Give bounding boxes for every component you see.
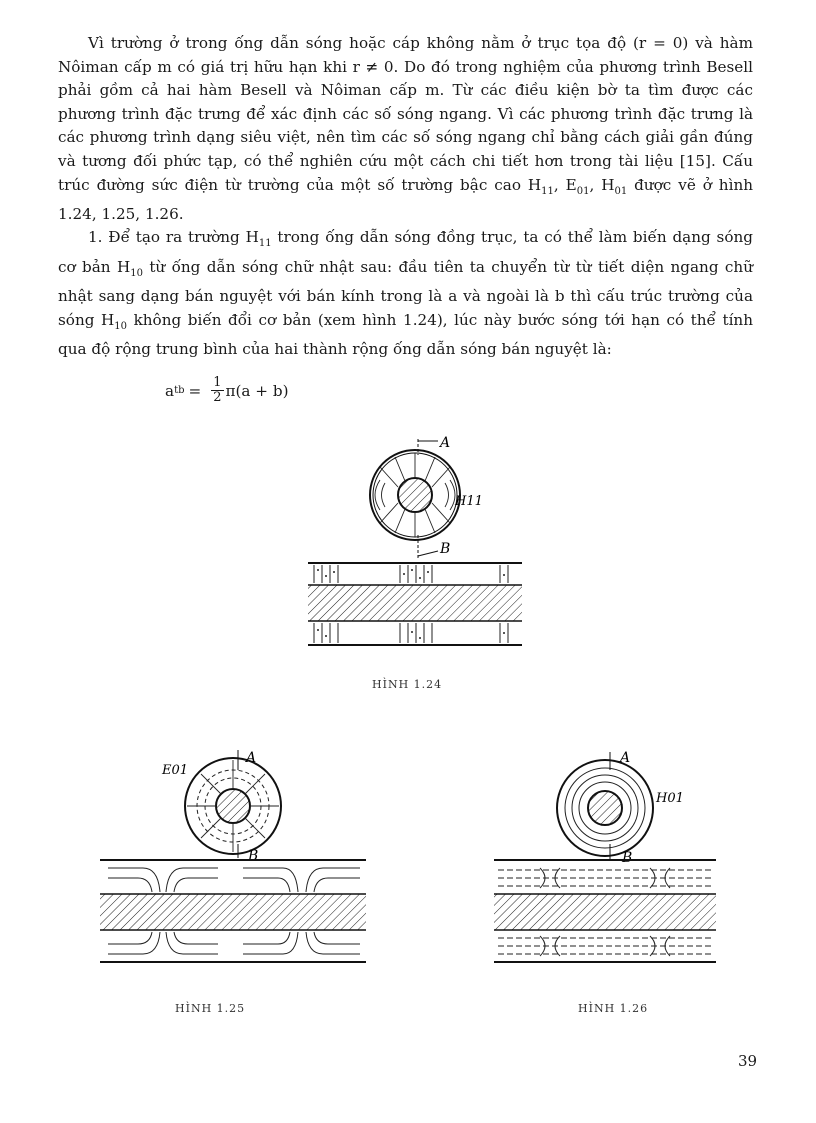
label-mode-h01: H01 [656,791,684,806]
paragraph-2-mid: trong ống dẫn sóng đồng trục, ta có thể làm biến dạng sóng cơ bản [58,228,753,276]
page-number: 39 [738,1052,758,1070]
symbol-e01: E [565,175,577,194]
h01-longitudinal-section [494,860,716,962]
caption-1-26: HÌNH 1.26 [578,1002,649,1015]
symbol-e01-sub: 01 [576,185,590,197]
caption-1-24: HÌNH 1.24 [372,678,443,691]
symbol-h01-sub: 01 [614,185,628,197]
separator: , [589,175,602,194]
symbol-h10: H [101,310,115,329]
paragraph-2-mid2: từ ống dẫn sóng chữ nhật sau: đầu tiên ta chuyển từ từ tiết diện ngang chữ nhật sang dạng bán nguyệt với bán kính trong là a và ngoài là b thì cấu trúc trường của sóng [58,257,753,329]
paragraph-2-start: 1. Để tạo ra trường [88,228,246,246]
paragraph-1-text: Vì trường ở trong ống dẫn sóng hoặc cáp không nằm ở trục tọa độ (r = 0) và hàm Nôiman cấp m có giá trị hữu hạn khi r ≠ 0. Do đó trong nghiệm của phương trình Besell phải gồm cả hai hàm Besell và Nôiman cấp m. Từ các điều kiện bờ ta tìm được các phương trình đặc trưng để xác định các số sóng ngang. Vì các phương trình đặc trưng là các phương trình dạng siêu việt, nên tìm các số sóng ngang chỉ bằng cách giải gần đúng và tương đối phức tạp, có thể nghiên cứu một cách chi tiết hơn trong tài liệu [15]. Cấu trúc đường sức điện từ trường của một số trường bậc cao [58,34,753,194]
symbol-h10-sub: 10 [114,320,127,332]
e01-cross-section [185,750,281,858]
label-b: B [622,850,633,866]
label-mode-h11: H11 [455,494,483,509]
formula-fraction [211,376,223,405]
symbol-h11-sub: 11 [541,185,554,197]
formula-equals: = [188,381,202,400]
paragraph-2-end: không biến đổi cơ bản (xem hình 1.24), lúc này bước sóng tới hạn có thể tính qua độ rộng trung bình của hai thành rộng ống dẫn sóng bán nguyệt là: [58,310,753,359]
label-b: B [440,541,451,557]
formula-numerator: 1 [213,375,222,390]
h11-longitudinal-section [308,563,522,645]
symbol-h11-sub: 11 [258,238,272,250]
figure-1-26 [490,748,720,973]
formula-lhs-sub: tb [174,385,185,396]
symbol-h11: H [245,228,259,246]
paragraph-2 [58,226,753,362]
e01-longitudinal-section [100,860,366,962]
formula-rhs: π(a + b) [225,381,289,400]
formula-lhs: a [165,381,175,400]
separator: , [553,175,566,194]
h01-cross-section [557,752,653,860]
label-mode-e01: E01 [162,763,189,778]
label-a: A [620,750,631,766]
label-b: B [248,848,259,864]
caption-1-25: HÌNH 1.25 [175,1002,246,1015]
paragraph-1 [58,32,753,227]
formula-denominator: 2 [213,390,222,405]
formula-atb [165,376,289,405]
symbol-h10: H [116,257,131,276]
figure-1-24 [300,435,530,660]
figure-1-25 [98,748,368,978]
symbol-h01: H [601,175,615,194]
paragraph-1-end: được vẽ ở hình 1.24, 1.25, 1.26. [58,175,754,224]
label-a: A [440,435,451,451]
symbol-h10-sub: 10 [130,267,143,279]
symbol-h11: H [527,175,542,194]
label-a: A [246,750,257,766]
